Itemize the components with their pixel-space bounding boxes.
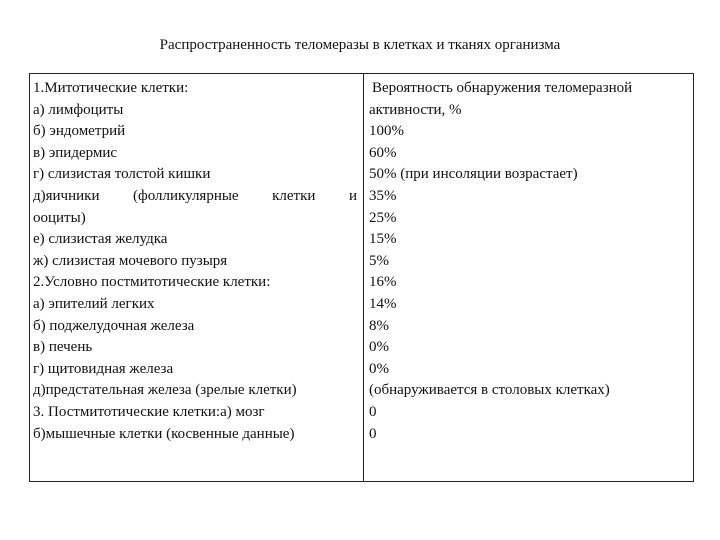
telomerase-activity-column xyxy=(369,78,691,445)
cell-type-ovaries: д)яичники (фолликулярные клетки и xyxy=(33,187,357,204)
activity-value: 50% (при инсоляции возрастает) xyxy=(369,166,578,183)
cell-type-epidermis: в) эпидермис xyxy=(33,144,118,161)
activity-value: 0% xyxy=(369,360,389,377)
cell-type-muscle: б)мышечные клетки (косвенные данные) xyxy=(33,425,295,442)
activity-value: 35% xyxy=(369,187,397,204)
cell-type-lung-epithelium: а) эпителий легких xyxy=(33,295,155,312)
activity-value: 60% xyxy=(369,144,397,161)
cell-type-bladder-mucosa: ж) слизистая мочевого пузыря xyxy=(33,252,228,269)
activity-value: 5% xyxy=(369,252,389,269)
activity-value: 16% xyxy=(369,274,397,291)
activity-column-header: Вероятность обнаружения теломеразной xyxy=(372,80,633,96)
cell-type-lymphocytes: а) лимфоциты xyxy=(33,101,124,118)
activity-note: (обнаруживается в столовых клетках) xyxy=(369,382,610,399)
group-mitotic-cells-heading: 1.Митотические клетки: xyxy=(33,80,189,96)
cell-types-column xyxy=(33,78,357,445)
activity-value: 8% xyxy=(369,317,389,334)
activity-value: 0% xyxy=(369,339,389,356)
cell-type-thyroid: г) щитовидная железа xyxy=(33,360,174,377)
column-divider xyxy=(363,73,364,482)
group-postmitotic-conditional-heading: 2.Условно постмитотические клетки: xyxy=(33,274,271,291)
cell-type-liver: в) печень xyxy=(33,339,93,356)
activity-value: 25% xyxy=(369,209,397,226)
activity-value: 15% xyxy=(369,231,397,248)
cell-type-gastric-mucosa: е) слизистая желудка xyxy=(33,231,168,248)
cell-type-endometrium: б) эндометрий xyxy=(33,123,126,140)
group-postmitotic-heading: 3. Постмитотические клетки:а) мозг xyxy=(33,403,265,420)
cell-type-pancreas: б) поджелудочная железа xyxy=(33,317,195,334)
activity-value: 14% xyxy=(369,295,397,312)
cell-type-ovaries-continued: ооциты) xyxy=(33,209,86,226)
cell-type-colon-mucosa: г) слизистая толстой кишки xyxy=(33,166,211,183)
activity-value: 100% xyxy=(369,123,404,140)
activity-value: 0 xyxy=(369,425,377,442)
activity-value: 0 xyxy=(369,403,377,420)
cell-type-prostate: д)предстательная железа (зрелые клетки) xyxy=(33,382,297,399)
activity-column-header-continued: активности, % xyxy=(369,101,462,118)
page-title: Распространенность теломеразы в клетках и тканях организма xyxy=(159,37,561,53)
